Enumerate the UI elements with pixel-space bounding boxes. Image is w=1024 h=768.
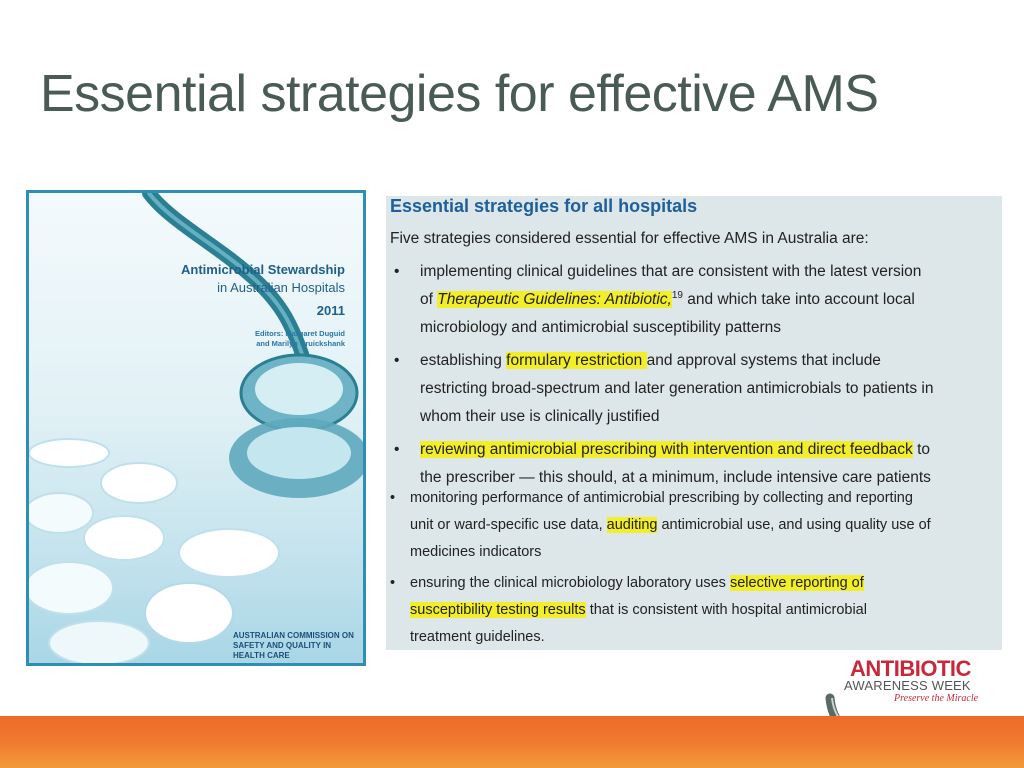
footer-bar — [0, 716, 1024, 768]
list-item-text: restricting broad-spectrum and later generation antimicrobials to patients in — [420, 380, 934, 397]
logo-tagline: Preserve the Miracle — [894, 693, 979, 704]
slide-title: Essential strategies for effective AMS — [40, 65, 879, 123]
highlighted-text: reviewing antimicrobial prescribing with intervention and direct feedback — [420, 441, 913, 458]
cover-title — [181, 261, 345, 297]
bullet-marker: • — [390, 490, 396, 506]
cover-editors-line2: and Marilyn Cruickshank — [256, 339, 345, 348]
highlighted-text: selective reporting of — [729, 575, 864, 591]
list-item-text: to — [912, 441, 931, 458]
list-item-text: treatment guidelines. — [410, 629, 545, 645]
book-cover-image — [26, 190, 366, 666]
excerpt-heading: Essential strategies for all hospitals — [390, 196, 698, 216]
list-item-text: and which take into account local — [683, 291, 915, 308]
publisher-line2: SAFETY AND QUALITY IN HEALTH CARE — [233, 641, 332, 660]
document-excerpt — [386, 196, 1002, 650]
highlighted-text: Therapeutic Guidelines: Antibiotic, — [437, 291, 672, 308]
list-item-text: the prescriber — this should, at a minimum, include intensive care patients — [420, 469, 931, 486]
cover-editors-line1: Editors: Margaret Duguid — [254, 329, 345, 338]
cover-title-line2: in Australian Hospitals — [217, 280, 345, 295]
list-item-text: and approval systems that include — [646, 352, 881, 369]
citation-superscript: 19 — [671, 289, 683, 301]
list-item-text: antimicrobial use, and using quality use of — [657, 517, 931, 533]
list-item-text: implementing clinical guidelines that are consistent with the latest version — [420, 263, 922, 280]
list-item-text: that is consistent with hospital antimicrobial — [585, 602, 867, 618]
cover-title-line1: Antimicrobial Stewardship — [181, 262, 345, 277]
highlighted-text: susceptibility testing results — [410, 602, 586, 618]
list-item-text: microbiology and antimicrobial susceptibility patterns — [420, 319, 781, 336]
list-item-text: establishing — [420, 352, 507, 369]
publisher-logo — [233, 631, 363, 661]
list-item-text: medicines indicators — [410, 544, 542, 560]
cover-year: 2011 — [316, 303, 345, 318]
excerpt-intro: Five strategies considered essential for effective AMS in Australia are: — [390, 230, 869, 247]
list-item-text: unit or ward-specific use data, — [410, 517, 607, 533]
list-item-text: of — [420, 291, 438, 308]
logo-main-text: ANTIBIOTIC — [850, 656, 971, 681]
list-item-text: ensuring the clinical microbiology laboratory uses — [410, 575, 730, 591]
bullet-marker: • — [394, 263, 400, 280]
publisher-line1: AUSTRALIAN COMMISSION ON — [233, 631, 354, 640]
list-item-text: whom their use is clinically justified — [420, 408, 660, 425]
bullet-marker: • — [394, 441, 400, 458]
highlighted-text: auditing — [606, 517, 658, 533]
bullet-marker: • — [394, 352, 400, 369]
bullet-marker: • — [390, 575, 396, 591]
list-item-text: monitoring performance of antimicrobial prescribing by collecting and reporting — [410, 490, 913, 506]
cover-editors — [255, 329, 345, 349]
highlighted-text: formulary restriction — [506, 352, 647, 369]
logo-sub-text: AWARENESS WEEK — [844, 678, 971, 693]
